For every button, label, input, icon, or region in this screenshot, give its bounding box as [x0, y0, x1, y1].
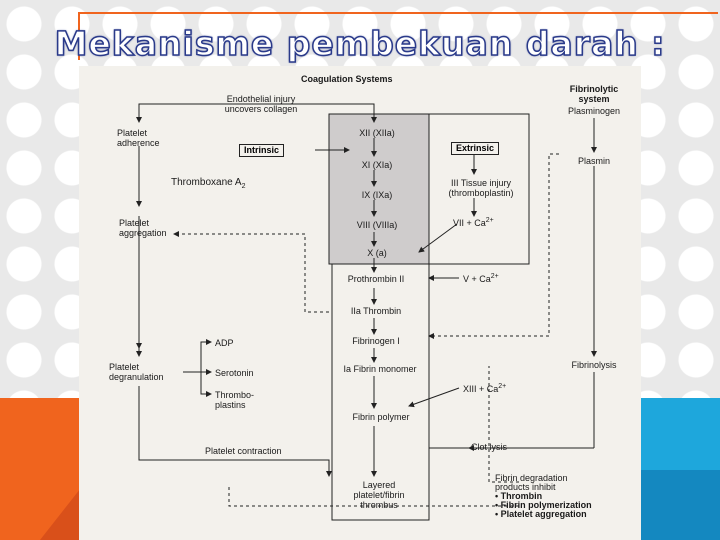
platelet-degranulation-label: Platelet degranulation	[109, 362, 164, 382]
diagram-header: Coagulation Systems	[301, 74, 393, 84]
prothrombin-label: Prothrombin II	[347, 274, 405, 284]
factor-v-label: $V + Ca^{2+}$	[463, 273, 499, 284]
plasminogen-label: Plasminogen	[567, 106, 621, 116]
serotonin-label: Serotonin	[215, 368, 254, 378]
factor-viii: VIII (VIIIa)	[356, 220, 398, 230]
clot-lysis-label: Clot lysis	[471, 442, 508, 452]
tissue-injury-label: III Tissue injury (thromboplastin)	[448, 178, 514, 198]
extrinsic-label: Extrinsic	[451, 142, 499, 155]
factor-x: X (a)	[367, 248, 387, 258]
fibrinolytic-title: Fibrinolytic system	[569, 84, 619, 104]
fibrin-polymer-label: Fibrin polymer	[352, 412, 410, 422]
thromboplastins-label: Thrombo- plastins	[215, 390, 255, 410]
platelet-adherence-label: Platelet adherence	[117, 128, 160, 148]
adp-label: ADP	[215, 338, 234, 348]
factor-xi: XI (XIa)	[361, 160, 393, 170]
factor-ix: IX (IXa)	[361, 190, 393, 200]
factor-xii: XII (XIIa)	[359, 128, 395, 138]
coagulation-diagram	[79, 66, 641, 540]
decor-blue-shade	[640, 470, 720, 540]
factor-vii-label: VII + $Ca^{2+}$	[453, 217, 494, 228]
plasmin-label: Plasmin	[577, 156, 611, 166]
fibrin-monomer-label: Ia Fibrin monomer	[343, 364, 417, 374]
intrinsic-label: Intrinsic	[239, 144, 284, 157]
fibrinolysis-label: Fibrinolysis	[571, 360, 617, 370]
thrombus-label: Layered platelet/fibrin thrombus	[353, 480, 405, 510]
thrombin-label: IIa Thrombin	[350, 306, 402, 316]
factor-xiii-label: XIII + $Ca^{2+}$	[463, 383, 507, 394]
fibrinogen-label: Fibrinogen I	[352, 336, 400, 346]
platelet-contraction-label: Platelet contraction	[205, 446, 282, 456]
platelet-aggregation-label: Platelet aggregation	[119, 218, 167, 238]
thromboxane-label: Thromboxane $A_2$	[171, 177, 246, 190]
slide-title: Mekanisme pembekuan darah :	[54, 24, 666, 63]
endothelial-injury-label: Endothelial injury uncovers collagen	[224, 94, 298, 114]
inhibit-note: Fibrin degradation products inhibit • Thrombin • Fibrin polymerization • Platelet aggregation	[495, 473, 592, 519]
